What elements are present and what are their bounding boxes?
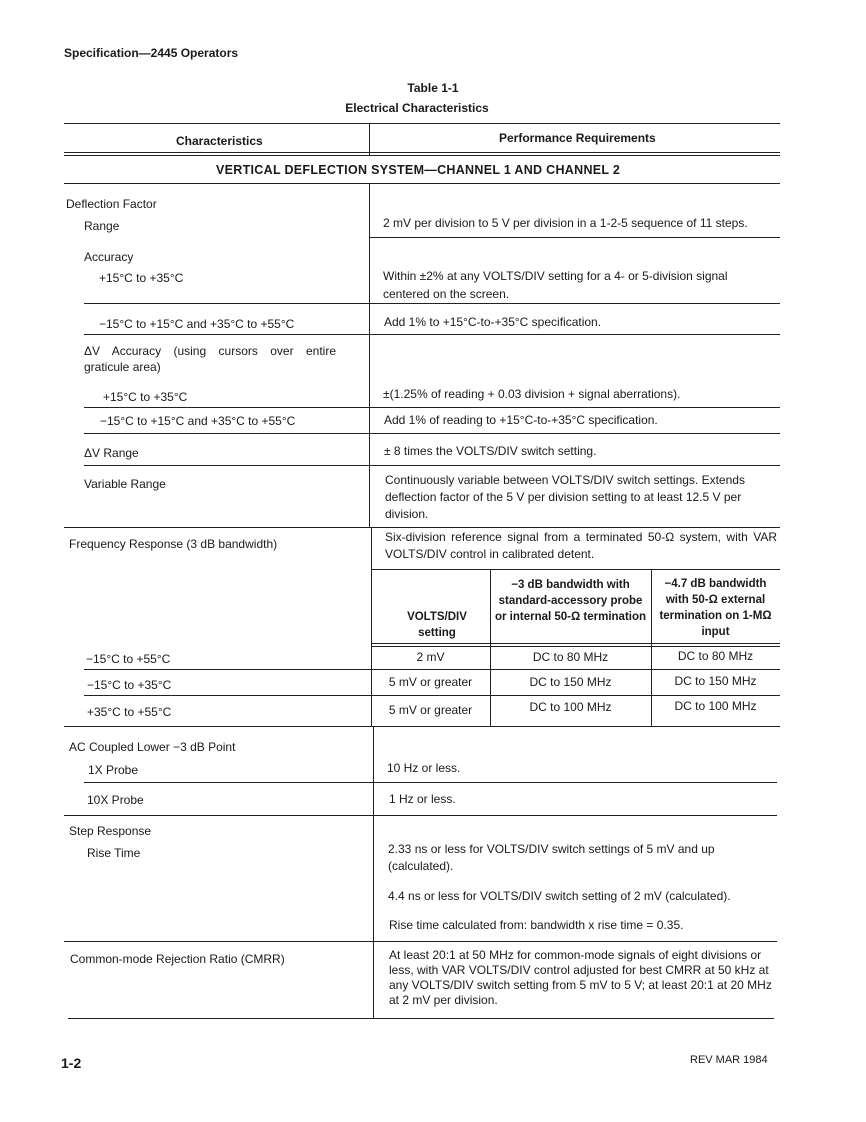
revision-label: REV MAR 1984: [690, 1054, 768, 1066]
rule-probe-10x: [64, 815, 777, 816]
table-title: Electrical Characteristics: [345, 101, 489, 115]
rule-step: [64, 941, 777, 942]
rule-variable-range: [64, 527, 780, 528]
rise-req-2: 4.4 ns or less for VOLTS/DIV switch setting of 2 mV (calculated).: [388, 889, 731, 903]
bw-header-3db: −3 dB bandwidth with standard-accessory probe or internal 50-Ω termination: [494, 579, 647, 623]
section-title: VERTICAL DEFLECTION SYSTEM—CHANNEL 1 AND CHANNEL 2: [216, 163, 621, 177]
col-divider-2: [371, 528, 372, 726]
bw-row-setting: 5 mV or greater: [388, 675, 473, 689]
header-characteristics: Characteristics: [176, 134, 263, 148]
rule-bw-bottom: [64, 726, 780, 727]
accuracy-label: Accuracy: [84, 250, 134, 264]
accuracy-15-35-req: Within ±2% at any VOLTS/DIV setting for a 4- or 5-division signal centered on the screen.: [383, 269, 728, 301]
variable-range-label: Variable Range: [84, 477, 166, 491]
cmrr-req: At least 20:1 at 50 MHz for common-mode signals of eight divisions or less, with VAR VOLTS/DIV control adjusted for best CMRR at 50 kHz at any VOLTS/DIV switch setting from 5 mV to 5 V; at least 20:1 at 20 MHz at 2 mV per division.: [389, 948, 772, 1007]
bw-row-3db: DC to 150 MHz: [529, 675, 612, 689]
bw-header-47db: −4.7 dB bandwidth with 50-Ω external termination on 1-MΩ input: [659, 578, 772, 638]
rule-section: [64, 183, 780, 184]
range-label: Range: [84, 219, 120, 233]
rule-table-end: [68, 1018, 774, 1019]
rule-accuracy: [84, 303, 780, 304]
rule-bw-row-1: [84, 669, 780, 670]
freq-response-label: Frequency Response (3 dB bandwidth): [69, 537, 278, 551]
rule-dv: [84, 407, 780, 408]
freq-response-req: Six-division reference signal from a terminated 50-Ω system, with VAR VOLTS/DIV control in calibrated detent.: [385, 530, 777, 561]
bw-row-47db: DC to 150 MHz: [674, 674, 757, 688]
range-req: 2 mV per division to 5 V per division in a 1-2-5 sequence of 11 steps.: [383, 216, 748, 230]
dv-range-label: ΔV Range: [84, 446, 139, 460]
probe-1x-label: 1X Probe: [88, 763, 139, 777]
dv-15-35-req: ±(1.25% of reading + 0.03 division + signal aberrations).: [383, 387, 681, 401]
probe-10x-label: 10X Probe: [87, 793, 144, 807]
bw-row-temp: −15°C to +35°C: [87, 678, 172, 692]
bw-rule-top: [371, 569, 780, 570]
col-divider-3: [373, 726, 374, 1018]
bw-rule-header-2: [371, 646, 780, 647]
rule-probe-1x: [84, 782, 777, 783]
ac-lower-label: AC Coupled Lower −3 dB Point: [69, 740, 236, 754]
rise-req-1: 2.33 ns or less for VOLTS/DIV switch settings of 5 mV and up (calculated).: [388, 842, 715, 873]
rule-bw-row-2: [84, 695, 780, 696]
bw-row-temp: −15°C to +55°C: [86, 652, 171, 666]
page-number: 1-2: [61, 1055, 82, 1071]
rise-req-3: Rise time calculated from: bandwidth x rise time = 0.35.: [389, 918, 684, 932]
bw-rule-header-1: [371, 643, 780, 644]
step-response-label: Step Response: [69, 824, 152, 838]
dv-ext-label: −15°C to +15°C and +35°C to +55°C: [100, 414, 296, 428]
bw-row-3db: DC to 80 MHz: [532, 650, 609, 664]
rule-accuracy-ext: [84, 334, 780, 335]
bw-row-temp: +35°C to +55°C: [87, 705, 172, 719]
bw-header-setting: VOLTS/DIV setting: [407, 611, 467, 639]
dv-ext-req: Add 1% of reading to +15°C-to-+35°C specification.: [384, 413, 658, 427]
rise-time-label: Rise Time: [87, 846, 141, 860]
probe-10x-req: 1 Hz or less.: [389, 792, 456, 806]
bw-row-47db: DC to 80 MHz: [677, 649, 754, 663]
header-performance: Performance Requirements: [499, 131, 656, 145]
accuracy-15-35-label: +15°C to +35°C: [99, 271, 184, 285]
deflection-factor-label: Deflection Factor: [66, 197, 157, 211]
rule-dv-range: [84, 465, 780, 466]
header-col-divider: [369, 123, 370, 155]
dv-15-35-label: +15°C to +35°C: [103, 390, 188, 404]
variable-range-req: Continuously variable between VOLTS/DIV switch settings. Extends deflection factor of the 5 V per division setting to at least 12.5 V per division.: [385, 473, 745, 521]
table-number: Table 1-1: [407, 81, 459, 95]
cmrr-label: Common-mode Rejection Ratio (CMRR): [70, 952, 285, 966]
rule-range: [369, 237, 780, 238]
running-title: Specification—2445 Operators: [64, 46, 239, 60]
dv-range-req: ± 8 times the VOLTS/DIV switch setting.: [384, 444, 597, 458]
dv-accuracy-label: ΔV Accuracy (using cursors over entire graticule area): [84, 344, 336, 374]
accuracy-ext-req: Add 1% to +15°C-to-+35°C specification.: [384, 315, 602, 329]
bw-row-setting: 2 mV: [416, 650, 445, 664]
probe-1x-req: 10 Hz or less.: [387, 761, 461, 775]
rule-header-bottom-1: [64, 152, 780, 153]
rule-top: [64, 123, 780, 124]
bw-row-47db: DC to 100 MHz: [674, 699, 757, 713]
rule-dv-ext: [84, 433, 780, 434]
accuracy-ext-label: −15°C to +15°C and +35°C to +55°C: [99, 317, 295, 331]
col-divider-1: [369, 183, 370, 528]
bw-row-3db: DC to 100 MHz: [529, 700, 612, 714]
rule-header-bottom-2: [64, 155, 780, 156]
bw-row-setting: 5 mV or greater: [388, 703, 473, 717]
